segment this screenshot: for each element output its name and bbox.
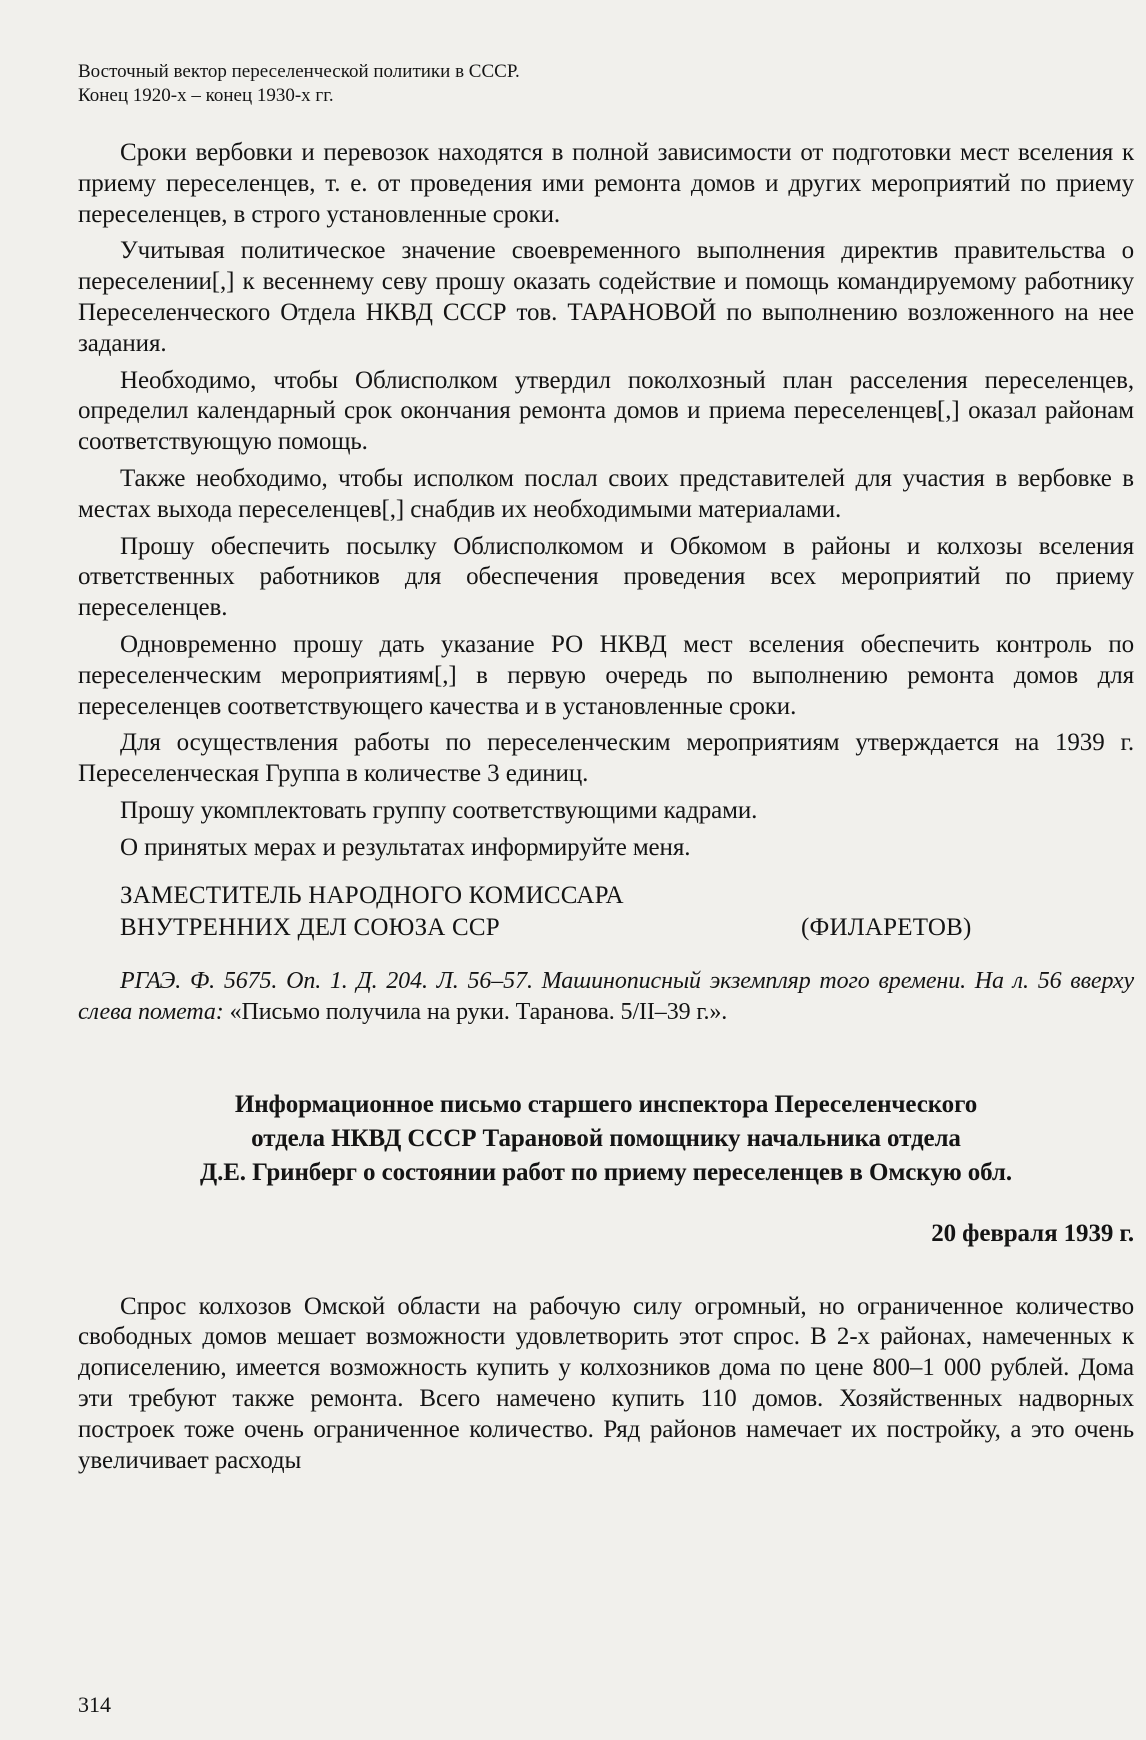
archive-quote: «Письмо получила на руки. Таранова. 5/II–39 г.».: [229, 998, 728, 1025]
document-title-line-2: отдела НКВД СССР Тарановой помощнику начальника отдела: [251, 1124, 961, 1152]
archive-reference: РГАЭ. Ф. 5675. Оп. 1. Д. 204. Л. 56–57. Машинописный экземпляр того времени. На л. 56 вверху слева помета:: [78, 967, 1134, 1025]
paragraph: Прошу укомплектовать группу соответствующими кадрами.: [120, 796, 758, 824]
signature-title-line-2: ВНУТРЕННИХ ДЕЛ СОЮЗА ССР: [120, 913, 500, 941]
paragraph: Одновременно прошу дать указание РО НКВД мест вселения обеспечить контроль по переселенческим мероприятиям[,] в первую очередь по выполнению ремонта домов для переселенцев соответствующего качества и в установленные сроки.: [78, 630, 1134, 720]
paragraph: Для осуществления работы по переселенческим мероприятиям утверждается на 1939 г. Переселенческая Группа в количестве 3 единиц.: [78, 729, 1134, 788]
document-body: [78, 1292, 1134, 1477]
signature-name: (ФИЛАРЕТОВ): [801, 913, 972, 941]
page-number: 314: [78, 1692, 111, 1717]
document-date: 20 февраля 1939 г.: [931, 1219, 1134, 1247]
paragraph: Необходимо, чтобы Облисполком утвердил поколхозный план расселения переселенцев, определил календарный срок окончания ремонта домов и приема переселенцев[,] оказал районам соответствующую помощь.: [78, 366, 1134, 456]
running-header-line-2: Конец 1920-х – конец 1930-х гг.: [78, 85, 334, 106]
paragraph: Спрос колхозов Омской области на рабочую силу огромный, но ограниченное количество свободных домов мешает возможности удовлетворить этот спрос. В 2-х районах, намеченных к дописелению, имеется возможность купить у колхозников дома по цене 800–1 000 рублей. Дома эти требуют также ремонта. Всего намечено купить 110 домов. Хозяйственных надворных построек тоже очень ограниченное количество. Ряд районов намечает их постройку, а это очень увеличивает расходы: [78, 1292, 1134, 1474]
paragraph: Сроки вербовки и перевозок находятся в полной зависимости от подготовки мест вселения к приему переселенцев, т. е. от проведения ими ремонта домов и других мероприятий по приему переселенцев, в строго установленные сроки.: [78, 139, 1134, 228]
paragraph: О принятых мерах и результатах информируйте меня.: [120, 833, 691, 861]
signature-title-line-1: ЗАМЕСТИТЕЛЬ НАРОДНОГО КОМИССАРА: [120, 881, 624, 909]
document-title-line-3: Д.Е. Гринберг о состоянии работ по приему переселенцев в Омскую обл.: [199, 1158, 1013, 1186]
document-title-line-1: Информационное письмо старшего инспектора Переселенческого: [234, 1090, 978, 1118]
running-header: [78, 60, 520, 108]
paragraph: Также необходимо, чтобы исполком послал своих представителей для участия в вербовке в местах выхода переселенцев[,] снабдив их необходимыми материалами.: [78, 464, 1134, 523]
paragraph: Прошу обеспечить посылку Облисполкомом и Обкомом в районы и колхозы вселения ответственных работников для обеспечения проведения всех мероприятий по приему переселенцев.: [78, 532, 1134, 622]
source-note: [78, 966, 1134, 1028]
signature-block: [78, 880, 1134, 946]
main-text: [78, 138, 1134, 1476]
running-header-line-1: Восточный вектор переселенческой политики в СССР.: [78, 61, 520, 82]
document-title: [78, 1088, 1134, 1190]
paragraph: Учитывая политическое значение своевременного выполнения директив правительства о переселении[,] к весеннему севу прошу оказать содействие и помощь командируемому работнику Переселенческого Отдела НКВД СССР тов. ТАРАНОВОЙ по выполнению возложенного на нее задания.: [78, 237, 1134, 357]
